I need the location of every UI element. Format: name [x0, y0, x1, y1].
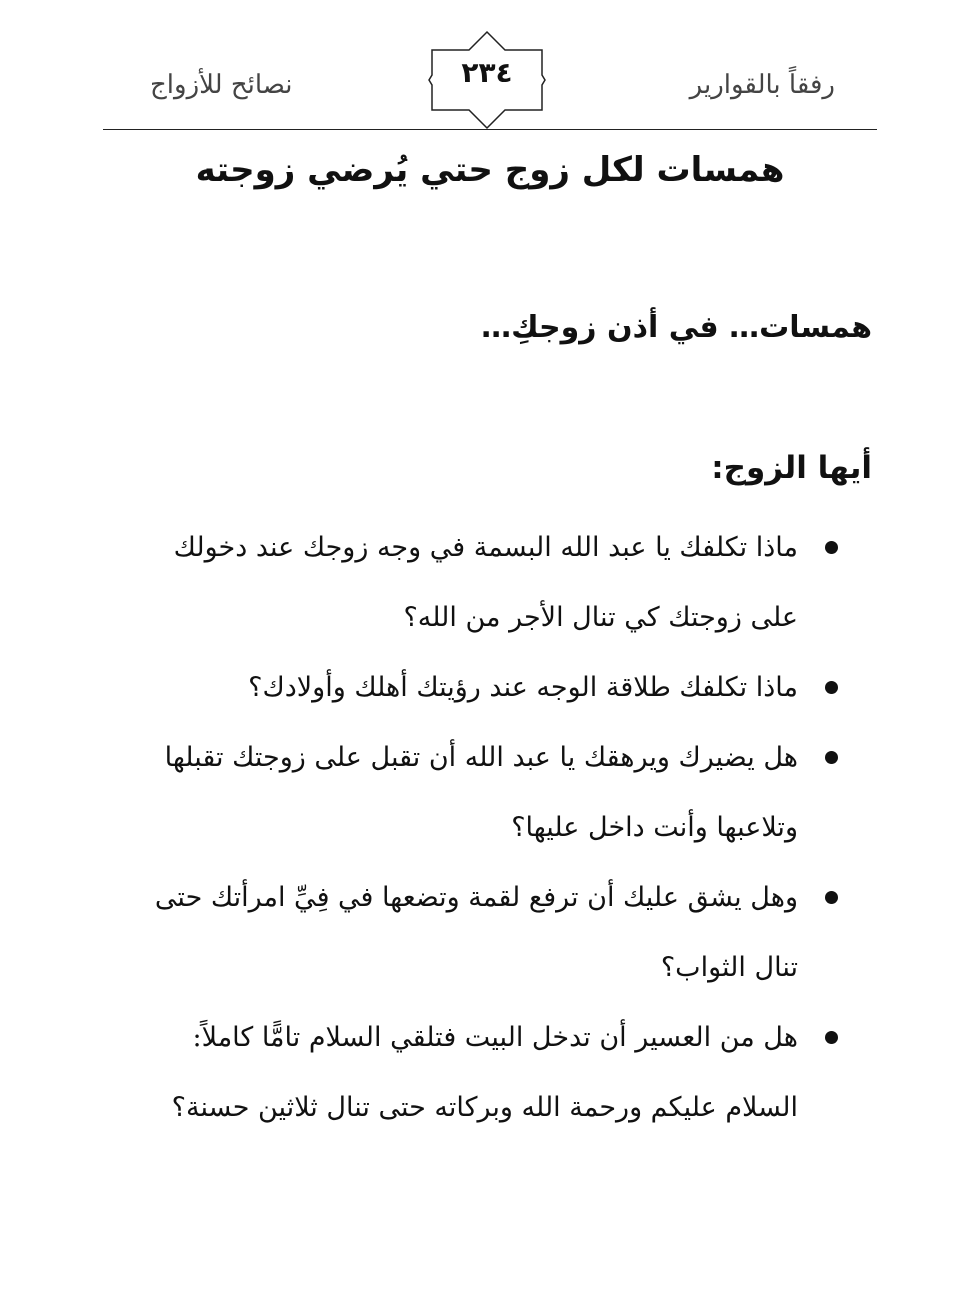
page-number: ٢٣٤	[461, 56, 513, 89]
list-item-text: وهل يشق عليك أن ترفع لقمة وتضعها في فِيِّ امرأتك حتى تنال الثواب؟	[154, 882, 798, 983]
bullet-icon	[825, 891, 838, 904]
list-item-text: هل من العسير أن تدخل البيت فتلقي السلام تامًّا كاملاً: السلام عليكم ورحمة الله وبركاته حتى تنال ثلاثين حسنة؟	[171, 1022, 798, 1123]
list-item	[118, 723, 838, 863]
subheading: همسات… في أذن زوجكِ…	[481, 310, 872, 345]
list-item	[118, 513, 838, 653]
list-item-text: ماذا تكلفك يا عبد الله البسمة في وجه زوجك عند دخولك على زوجتك كي تنال الأجر من الله؟	[173, 532, 798, 633]
bullet-icon	[825, 751, 838, 764]
bullet-icon	[825, 681, 838, 694]
header-divider	[103, 129, 877, 130]
list-item	[118, 653, 838, 723]
advice-list	[118, 513, 838, 1143]
address-heading: أيها الزوج:	[711, 450, 872, 486]
page-number-badge	[427, 30, 547, 132]
list-item-text: هل يضيرك ويرهقك يا عبد الله أن تقبل على زوجتك تقبلها وتلاعبها وأنت داخل عليها؟	[164, 742, 798, 843]
list-item	[118, 1003, 838, 1143]
book-title: رفقاً بالقوارير	[689, 70, 835, 100]
bullet-icon	[825, 1031, 838, 1044]
list-item	[118, 863, 838, 1003]
section-title: نصائح للأزواج	[150, 70, 293, 100]
bullet-icon	[825, 541, 838, 554]
list-item-text: ماذا تكلفك طلاقة الوجه عند رؤيتك أهلك وأولادك؟	[248, 672, 798, 703]
page-title: همسات لكل زوج حتي يُرضي زوجته	[195, 150, 785, 190]
